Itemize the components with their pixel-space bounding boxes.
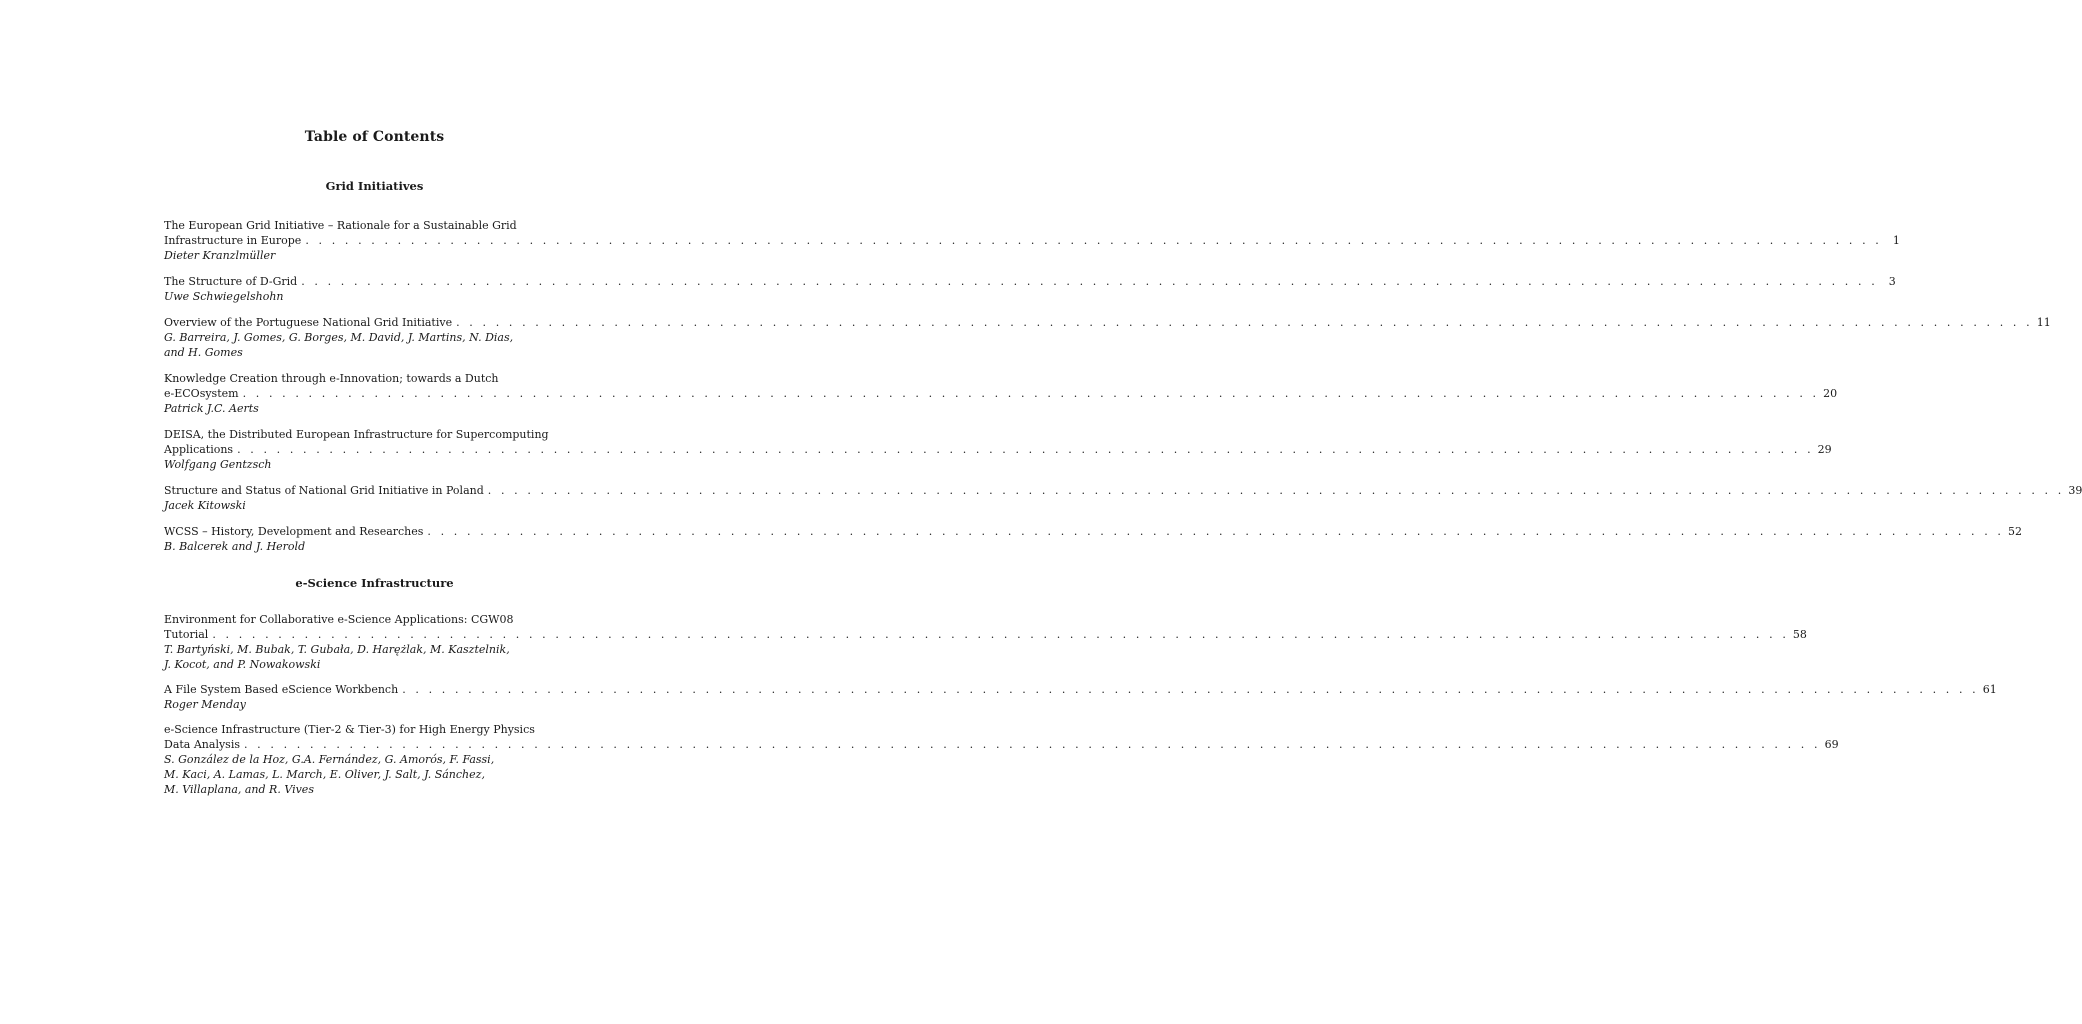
entry-title-last-line bbox=[164, 442, 1832, 457]
entry-title-last-line bbox=[164, 627, 1807, 642]
dot-leader: . . . . . . . . . . . . . . . . . . . . . . . . . . . . . . . . . . . . . . . . . . . . . . . . . . . . . . . . . . . . . . . . . . . . . . . . . . . . . . . . . . . . . . . . . . . . . . . . . . . . . . . . . . . . . . . . . . . . . . . . bbox=[456, 316, 2033, 329]
page-number: 3 bbox=[1888, 275, 1896, 288]
entry-authors: Roger Menday bbox=[164, 698, 246, 711]
entry-title-line: Environment for Collaborative e-Science Applications: CGW08 bbox=[164, 613, 514, 626]
dot-leader: . . . . . . . . . . . . . . . . . . . . . . . . . . . . . . . . . . . . . . . . . . . . . . . . . . . . . . . . . . . . . . . . . . . . . . . . . . . . . . . . . . . . . . . . . . . . . . . . . . . . . . . . . . . . . . . . . . . . . . . . bbox=[402, 683, 1979, 696]
entry-authors: Uwe Schwiegelshohn bbox=[164, 290, 284, 303]
toc-entry[interactable] bbox=[164, 722, 1839, 797]
section-entries bbox=[164, 612, 1997, 797]
toc-entry[interactable] bbox=[164, 612, 1807, 672]
entry-title-last-line bbox=[164, 386, 1838, 401]
entry-title-text: e-ECOsystem bbox=[164, 387, 239, 400]
page-number: 39 bbox=[2068, 484, 2082, 497]
entry-title-last-line bbox=[164, 524, 2023, 539]
dot-leader: . . . . . . . . . . . . . . . . . . . . . . . . . . . . . . . . . . . . . . . . . . . . . . . . . . . . . . . . . . . . . . . . . . . . . . . . . . . . . . . . . . . . . . . . . . . . . . . . . . . . . . . . . . . . . . . . . . . . . . . . bbox=[237, 443, 1814, 456]
entry-authors: G. Barreira, J. Gomes, G. Borges, M. David, J. Martins, N. Dias, bbox=[164, 331, 514, 344]
dot-leader: . . . . . . . . . . . . . . . . . . . . . . . . . . . . . . . . . . . . . . . . . . . . . . . . . . . . . . . . . . . . . . . . . . . . . . . . . . . . . . . . . . . . . . . . . . . . . . . . . . . . . . . . . . . . . . . . . . . . . . . . bbox=[427, 525, 2005, 538]
page-number: 29 bbox=[1817, 443, 1832, 456]
entry-title-last-line bbox=[164, 315, 2051, 330]
page-number: 11 bbox=[2036, 316, 2051, 329]
page-title: Table of Contents bbox=[304, 129, 445, 145]
toc-entry[interactable] bbox=[164, 524, 2023, 554]
entry-title-last-line bbox=[164, 233, 1900, 248]
page-number: 1 bbox=[1892, 234, 1900, 247]
entry-title-text: The Structure of D-Grid bbox=[164, 275, 298, 288]
entry-title-text: WCSS – History, Development and Researches bbox=[164, 525, 424, 538]
toc-entry[interactable] bbox=[164, 371, 1838, 416]
entry-title-text: Overview of the Portuguese National Grid Initiative bbox=[164, 316, 453, 329]
entry-title-text: Data Analysis bbox=[164, 738, 240, 751]
toc-entry[interactable] bbox=[164, 483, 2082, 513]
entry-authors: B. Balcerek and J. Herold bbox=[164, 540, 306, 553]
section-heading-e-science-infrastructure: e-Science Infrastructure bbox=[295, 576, 454, 590]
entry-title-last-line bbox=[164, 483, 2082, 498]
toc-entry[interactable] bbox=[164, 274, 1896, 304]
dot-leader: . . . . . . . . . . . . . . . . . . . . . . . . . . . . . . . . . . . . . . . . . . . . . . . . . . . . . . . . . . . . . . . . . . . . . . . . . . . . . . . . . . . . . . . . . . . . . . . . . . . . . . . . . . . . . . . . . . . . . . . . bbox=[487, 484, 2065, 497]
page-number: 58 bbox=[1792, 628, 1807, 641]
dot-leader: . . . . . . . . . . . . . . . . . . . . . . . . . . . . . . . . . . . . . . . . . . . . . . . . . . . . . . . . . . . . . . . . . . . . . . . . . . . . . . . . . . . . . . . . . . . . . . . . . . . . . . . . . . . . . . . . . . . . . . . . bbox=[305, 234, 1882, 247]
entry-title-text: Tutorial bbox=[164, 628, 209, 641]
entry-title-last-line bbox=[164, 274, 1896, 289]
section-heading-grid-initiatives: Grid Initiatives bbox=[325, 179, 424, 193]
entry-authors: Patrick J.C. Aerts bbox=[164, 402, 259, 415]
entry-title-text: Structure and Status of National Grid Initiative in Poland bbox=[164, 484, 484, 497]
dot-leader: . . . . . . . . . . . . . . . . . . . . . . . . . . . . . . . . . . . . . . . . . . . . . . . . . . . . . . . . . . . . . . . . . . . . . . . . . . . . . . . . . . . . . . . . . . . . . . . . . . . . . . . . . . . . . . . . . . . . . . . . bbox=[243, 738, 1821, 751]
entry-title-last-line bbox=[164, 682, 1997, 697]
page-number: 20 bbox=[1823, 387, 1838, 400]
entry-title-text: Applications bbox=[164, 443, 234, 456]
toc-entry[interactable] bbox=[164, 682, 1997, 712]
entry-authors: Dieter Kranzlmüller bbox=[164, 249, 276, 262]
page-number: 61 bbox=[1982, 683, 1997, 696]
page-number: 52 bbox=[2008, 525, 2023, 538]
entry-title-text: A File System Based eScience Workbench bbox=[164, 683, 399, 696]
entry-authors: Wolfgang Gentzsch bbox=[164, 458, 272, 471]
entry-title-line: DEISA, the Distributed European Infrastructure for Supercomputing bbox=[164, 428, 549, 441]
entry-title-line: The European Grid Initiative – Rationale for a Sustainable Grid bbox=[164, 219, 517, 232]
toc-entry[interactable] bbox=[164, 315, 2051, 360]
entry-title-line: e-Science Infrastructure (Tier-2 & Tier-3) for High Energy Physics bbox=[164, 723, 535, 736]
dot-leader: . . . . . . . . . . . . . . . . . . . . . . . . . . . . . . . . . . . . . . . . . . . . . . . . . . . . . . . . . . . . . . . . . . . . . . . . . . . . . . . . . . . . . . . . . . . . . . . . . . . . . . . . . . . . . . . . . . . . . . . . bbox=[212, 628, 1789, 641]
dot-leader: . . . . . . . . . . . . . . . . . . . . . . . . . . . . . . . . . . . . . . . . . . . . . . . . . . . . . . . . . . . . . . . . . . . . . . . . . . . . . . . . . . . . . . . . . . . . . . . . . . . . . . . . . . . . . . . . . . . . . . . . bbox=[242, 387, 1820, 400]
page-number: 69 bbox=[1824, 738, 1839, 751]
entry-authors: J. Kocot, and P. Nowakowski bbox=[164, 658, 321, 671]
entry-authors: T. Bartyński, M. Bubak, T. Gubała, D. Harężlak, M. Kasztelnik, bbox=[164, 643, 510, 656]
entry-title-last-line bbox=[164, 737, 1839, 752]
entry-authors: Jacek Kitowski bbox=[164, 499, 246, 512]
entry-authors: M. Villaplana, and R. Vives bbox=[164, 783, 314, 796]
section-entries bbox=[164, 218, 2082, 554]
dot-leader: . . . . . . . . . . . . . . . . . . . . . . . . . . . . . . . . . . . . . . . . . . . . . . . . . . . . . . . . . . . . . . . . . . . . . . . . . . . . . . . . . . . . . . . . . . . . . . . . . . . . . . . . . . . . . . . . . . . . . . . . bbox=[301, 275, 1878, 288]
entry-authors: M. Kaci, A. Lamas, L. March, E. Oliver, J. Salt, J. Sánchez, bbox=[164, 768, 485, 781]
entry-title-text: Infrastructure in Europe bbox=[164, 234, 302, 247]
toc-entry[interactable] bbox=[164, 218, 1900, 263]
entry-authors: S. González de la Hoz, G.A. Fernández, G. Amorós, F. Fassi, bbox=[164, 753, 495, 766]
entry-title-line: Knowledge Creation through e-Innovation; towards a Dutch bbox=[164, 372, 499, 385]
toc-entry[interactable] bbox=[164, 427, 1832, 472]
entry-authors: and H. Gomes bbox=[164, 346, 243, 359]
